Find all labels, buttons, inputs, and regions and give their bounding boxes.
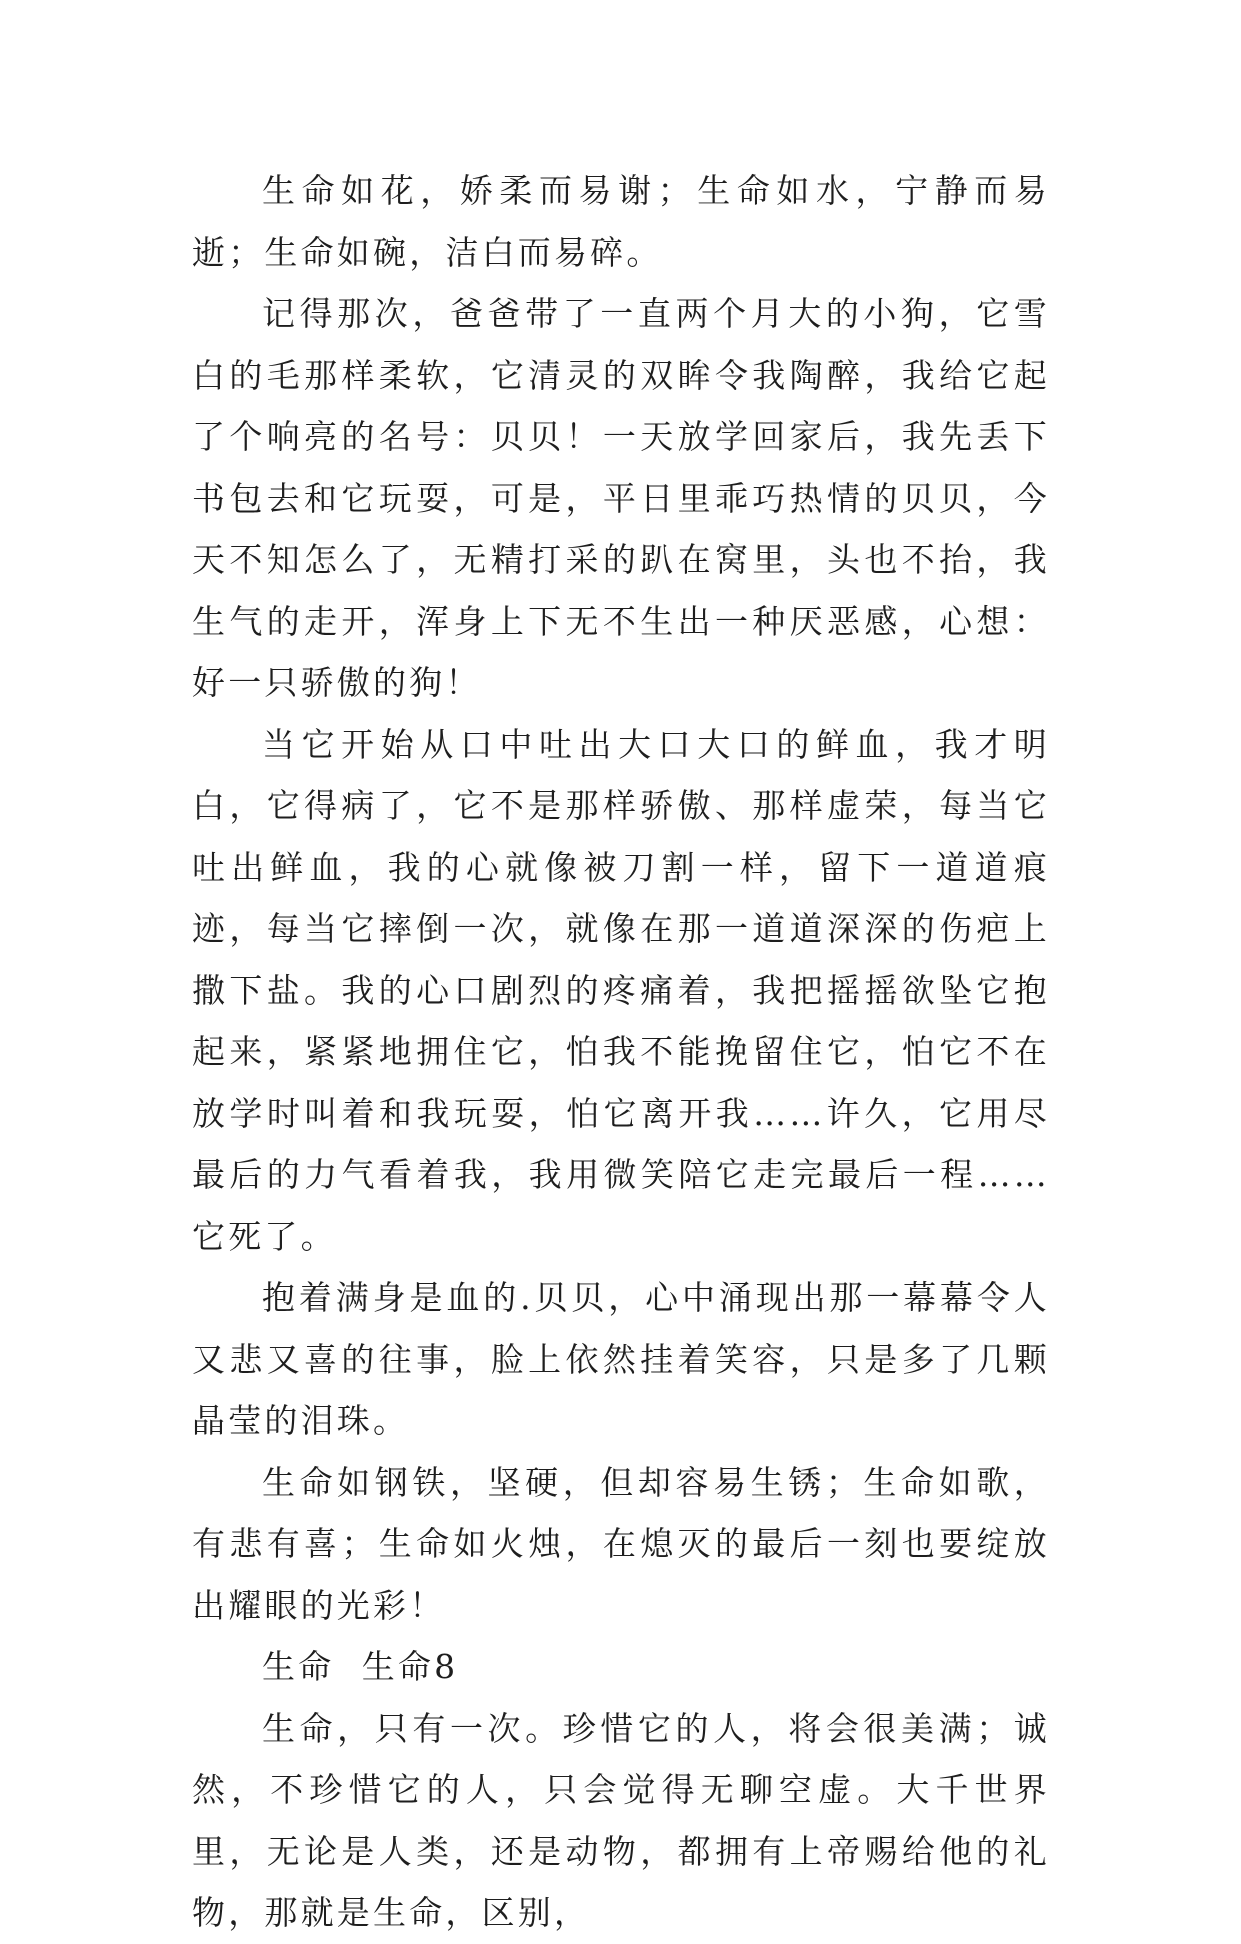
paragraph-life-metaphor: 生命如钢铁，坚硬，但却容易生锈；生命如歌，有悲有喜；生命如火烛，在熄灭的最后一刻也要绽放出耀眼的光彩！	[192, 1462, 1050, 1625]
section-heading: 生命 生命8	[262, 1647, 459, 1686]
paragraph-intro: 生命如花，娇柔而易谢；生命如水，宁静而易逝；生命如碗，洁白而易碎。	[192, 171, 1050, 272]
paragraph-illness: 当它开始从口中吐出大口大口的鲜血，我才明白，它得病了，它不是那样骄傲、那样虚荣，每当它吐出鲜血，我的心就像被刀割一样，留下一道道痕迹，每当它摔倒一次，就像在那一道道深深的伤疤上撒下盐。我的心口剧烈的疼痛着，我把摇摇欲坠它抱起来，紧紧地拥住它，怕我不能挽留住它，怕它不在放学时叫着和我玩耍，怕它离开我……许久，它用尽最后的力气看着我，我用微笑陪它走完最后一程……它死了。	[192, 724, 1050, 1256]
document-body	[192, 160, 1050, 1944]
paragraph-life-only-once: 生命，只有一次。珍惜它的人，将会很美满；诚然，不珍惜它的人，只会觉得无聊空虚。大千世界里，无论是人类，还是动物，都拥有上帝赐给他的礼物，那就是生命，区别，	[192, 1708, 1050, 1932]
paragraph-holding-beibei: 抱着满身是血的.贝贝，心中涌现出那一幕幕令人又悲又喜的往事，脸上依然挂着笑容，只是多了几颗晶莹的泪珠。	[192, 1278, 1050, 1440]
paragraph-puppy-memory: 记得那次，爸爸带了一直两个月大的小狗，它雪白的毛那样柔软，它清灵的双眸令我陶醉，我给它起了个响亮的名号：贝贝！一天放学回家后，我先丢下书包去和它玩耍，可是，平日里乖巧热情的贝贝，今天不知怎么了，无精打采的趴在窝里，头也不抬，我生气的走开，浑身上下无不生出一种厌恶感，心想：好一只骄傲的狗！	[192, 294, 1050, 702]
